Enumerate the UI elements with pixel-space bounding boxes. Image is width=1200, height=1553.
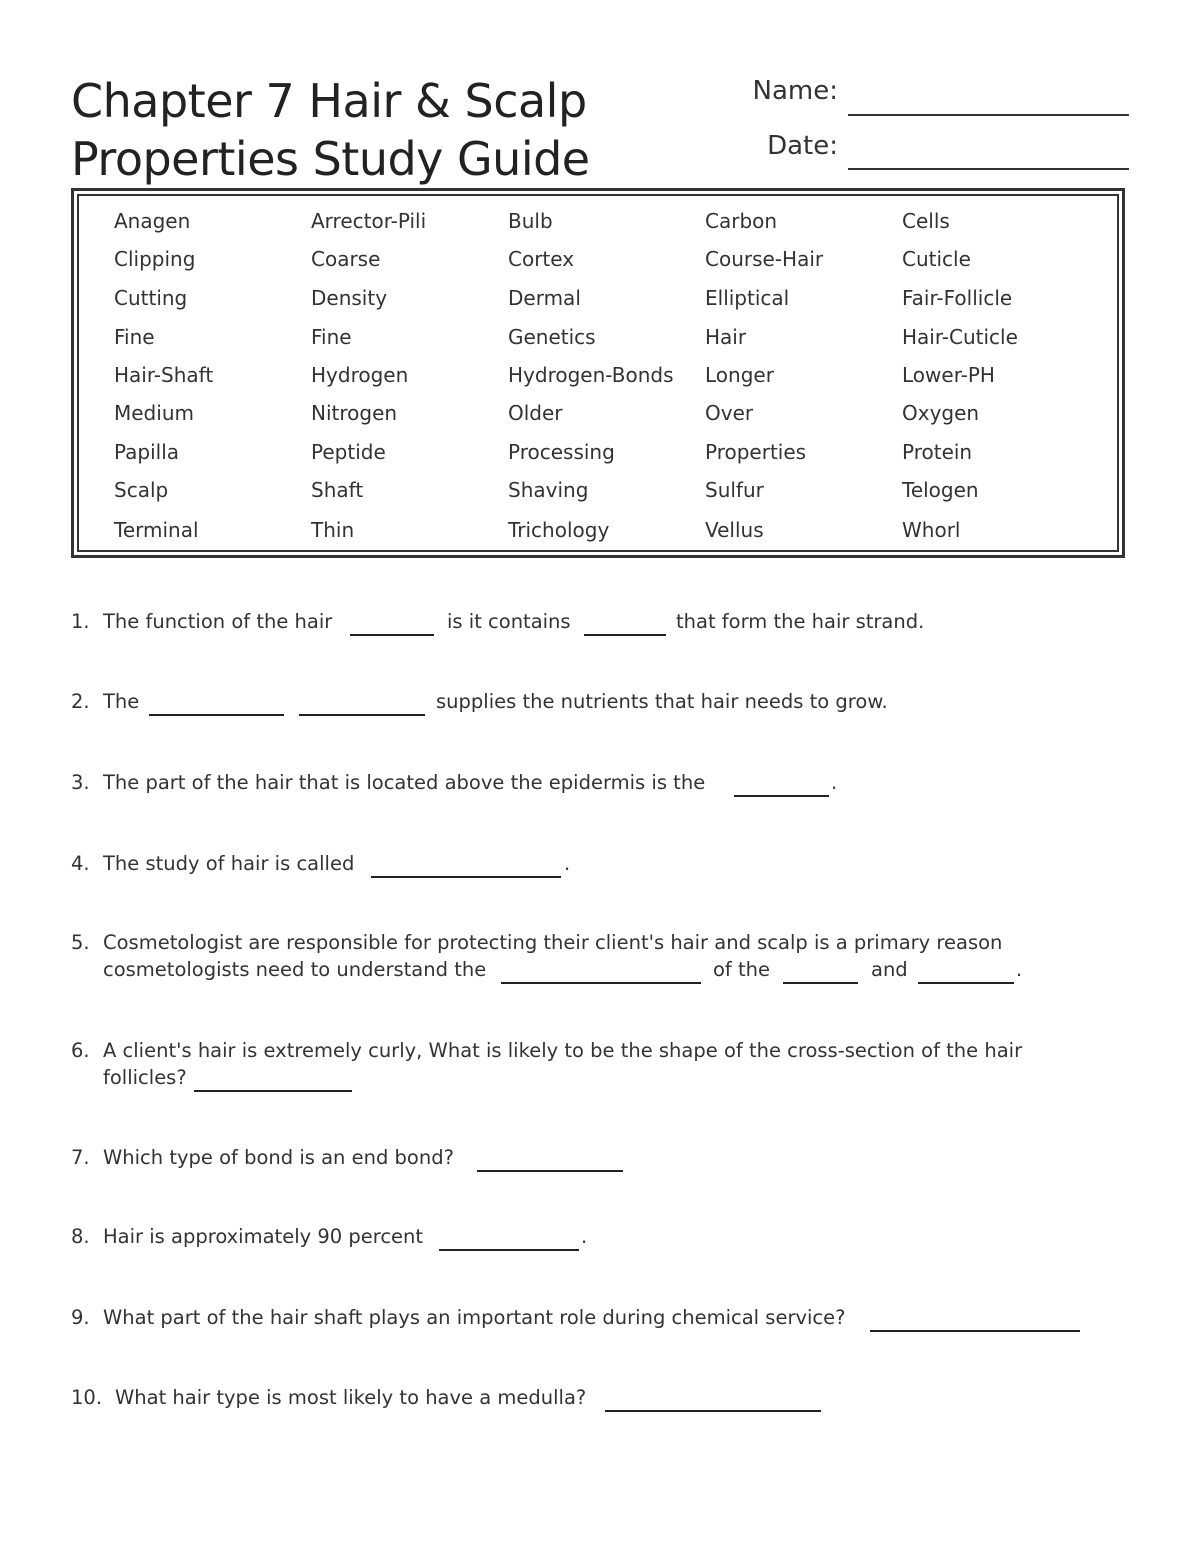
question-text: What part of the hair shaft plays an important role during chemical service?	[103, 1306, 846, 1329]
answer-blank[interactable]	[439, 1249, 579, 1251]
word-bank-term: Older	[508, 401, 563, 425]
word-bank-term: Sulfur	[705, 478, 764, 502]
word-bank-term: Terminal	[114, 518, 199, 542]
answer-blank[interactable]	[734, 795, 829, 797]
answer-blank[interactable]	[870, 1330, 1080, 1332]
name-label-wrap	[700, 76, 838, 110]
question-number: 10.	[71, 1386, 103, 1409]
word-bank-term: Thin	[311, 518, 355, 542]
answer-blank[interactable]	[783, 982, 858, 984]
question-text: A client's hair is extremely curly, What is likely to be the shape of the cross-section of the hair	[103, 1039, 1023, 1062]
name-label: Name:	[752, 76, 838, 106]
word-bank-term: Cortex	[508, 247, 575, 271]
date-field[interactable]	[848, 168, 1129, 170]
word-bank-term: Telogen	[902, 478, 979, 502]
word-bank-term: Cuticle	[902, 247, 971, 271]
name-field[interactable]	[848, 114, 1129, 116]
question-number: 1.	[71, 610, 90, 633]
question-punctuation: .	[581, 1225, 588, 1248]
question-text: The part of the hair that is located above the epidermis is the	[103, 771, 706, 794]
question-text: that form the hair strand.	[676, 610, 925, 633]
word-bank-term: Coarse	[311, 247, 381, 271]
word-bank-term: Over	[705, 401, 754, 425]
question-text: Cosmetologist are responsible for protecting their client's hair and scalp is a primary reason	[103, 931, 1003, 954]
answer-blank[interactable]	[194, 1090, 352, 1092]
question-number: 6.	[71, 1039, 90, 1062]
answer-blank[interactable]	[350, 634, 434, 636]
word-bank-term: Density	[311, 286, 388, 310]
word-bank-term: Hydrogen	[311, 363, 409, 387]
word-bank-term: Fine	[114, 325, 155, 349]
answer-blank[interactable]	[605, 1410, 821, 1412]
question-text: The study of hair is called	[103, 852, 355, 875]
question-number: 4.	[71, 852, 90, 875]
question-10	[71, 1384, 1131, 1414]
date-label: Date:	[767, 131, 838, 161]
word-bank-term: Cutting	[114, 286, 188, 310]
question-1	[71, 608, 1131, 638]
date-label-wrap	[700, 131, 838, 165]
answer-blank[interactable]	[149, 714, 284, 716]
word-bank-term: Hydrogen-Bonds	[508, 363, 674, 387]
question-text: What hair type is most likely to have a medulla?	[115, 1386, 587, 1409]
title-line-2: Properties Study Guide	[71, 132, 590, 186]
question-number: 8.	[71, 1225, 90, 1248]
word-bank-term: Lower-PH	[902, 363, 995, 387]
question-number: 7.	[71, 1146, 90, 1169]
word-bank-term: Shaving	[508, 478, 589, 502]
word-bank-term: Protein	[902, 440, 973, 464]
question-text: supplies the nutrients that hair needs to grow.	[436, 690, 888, 713]
word-bank-term: Papilla	[114, 440, 180, 464]
word-bank-term: Trichology	[508, 518, 610, 542]
word-bank-term: Bulb	[508, 209, 553, 233]
question-9	[71, 1304, 1131, 1334]
word-bank-term: Elliptical	[705, 286, 790, 310]
question-text: follicles?	[103, 1066, 187, 1089]
answer-blank[interactable]	[584, 634, 666, 636]
word-bank-term: Hair-Shaft	[114, 363, 214, 387]
answer-blank[interactable]	[299, 714, 425, 716]
word-bank-term: Arrector-Pili	[311, 209, 427, 233]
word-bank-term: Course-Hair	[705, 247, 824, 271]
word-bank-term: Fine	[311, 325, 352, 349]
word-bank-term: Processing	[508, 440, 615, 464]
word-bank-term: Oxygen	[902, 401, 980, 425]
answer-blank[interactable]	[371, 876, 561, 878]
question-text: The	[103, 690, 140, 713]
question-5	[71, 929, 1131, 989]
word-bank-term: Genetics	[508, 325, 596, 349]
question-number: 3.	[71, 771, 90, 794]
word-bank-term: Hair	[705, 325, 747, 349]
word-bank-term: Medium	[114, 401, 194, 425]
page-title	[71, 72, 590, 188]
question-text: The function of the hair	[103, 610, 333, 633]
question-6	[71, 1037, 1131, 1097]
word-bank-term: Scalp	[114, 478, 169, 502]
question-number: 9.	[71, 1306, 90, 1329]
word-bank-term: Clipping	[114, 247, 196, 271]
word-bank-term: Carbon	[705, 209, 778, 233]
word-bank-term: Nitrogen	[311, 401, 398, 425]
question-text: Hair is approximately 90 percent	[103, 1225, 424, 1248]
question-text: and	[871, 958, 908, 981]
question-punctuation: .	[1016, 958, 1023, 981]
question-7	[71, 1144, 1131, 1174]
word-bank-term: Properties	[705, 440, 807, 464]
word-bank-term: Whorl	[902, 518, 961, 542]
answer-blank[interactable]	[918, 982, 1014, 984]
word-bank-term: Fair-Follicle	[902, 286, 1013, 310]
question-punctuation: .	[564, 852, 571, 875]
question-number: 5.	[71, 931, 90, 954]
question-3	[71, 769, 1131, 799]
word-bank-term: Cells	[902, 209, 950, 233]
question-text: is it contains	[447, 610, 571, 633]
answer-blank[interactable]	[477, 1170, 623, 1172]
word-bank-term: Vellus	[705, 518, 764, 542]
question-text: cosmetologists need to understand the	[103, 958, 487, 981]
word-bank-term: Hair-Cuticle	[902, 325, 1018, 349]
word-bank-term: Longer	[705, 363, 774, 387]
title-line-1: Chapter 7 Hair & Scalp	[71, 74, 587, 128]
question-text: of the	[713, 958, 770, 981]
word-bank-term: Anagen	[114, 209, 191, 233]
question-punctuation: .	[831, 771, 838, 794]
word-bank-term: Shaft	[311, 478, 364, 502]
question-8	[71, 1223, 1131, 1253]
question-4	[71, 850, 1131, 880]
answer-blank[interactable]	[501, 982, 701, 984]
question-number: 2.	[71, 690, 90, 713]
word-bank-term: Dermal	[508, 286, 581, 310]
question-text: Which type of bond is an end bond?	[103, 1146, 454, 1169]
word-bank-term: Peptide	[311, 440, 386, 464]
question-2	[71, 688, 1131, 718]
